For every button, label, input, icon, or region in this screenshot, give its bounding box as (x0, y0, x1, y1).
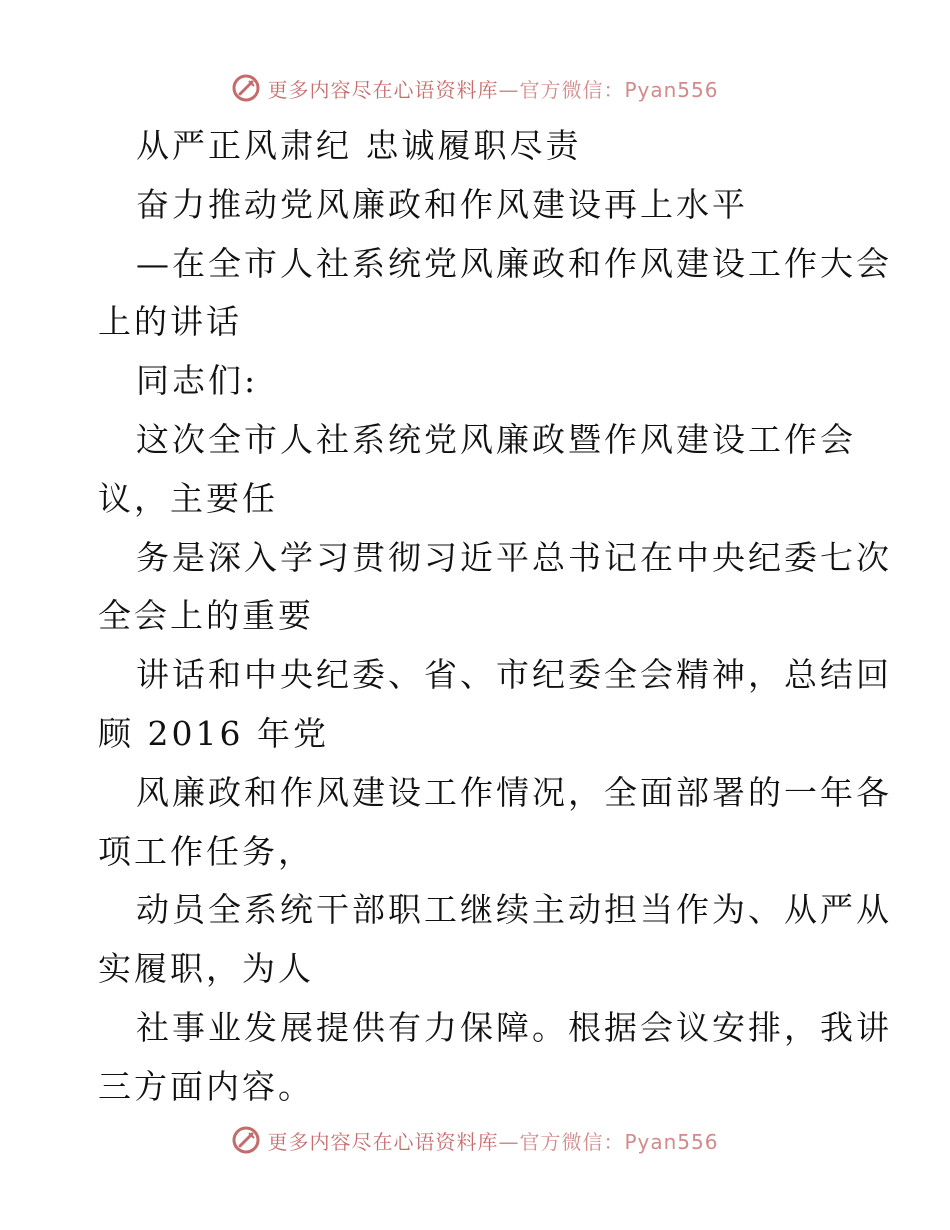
header-watermark (0, 68, 950, 108)
watermark-text: 更多内容尽在心语资料库 (267, 1129, 499, 1154)
text-line: 项工作任务， (98, 831, 314, 871)
text-line: 务是深入学习贯彻习近平总书记在中央纪委七次 (136, 537, 892, 577)
document-body (98, 117, 892, 1117)
text-line: 从严正风肃纪 忠诚履职尽责 (136, 126, 582, 165)
text-line: 三方面内容。 (98, 1066, 314, 1106)
text-line: 顾 2016 年党 (98, 713, 329, 753)
text-line: 奋力推动党风廉政和作风建设再上水平 (136, 184, 748, 224)
watermark-suffix: —官方微信：Pyan556 (498, 77, 719, 102)
watermark-text: 更多内容尽在心语资料库 (267, 77, 499, 102)
text-line: 上的讲话 (98, 302, 242, 342)
text-line: 实履职，为人 (98, 949, 314, 989)
text-line: —在全市人社系统党风廉政和作风建设工作大会 (136, 243, 892, 283)
text-line: 动员全系统干部职工继续主动担当作为、从严从 (136, 890, 892, 930)
text-line: 社事业发展提供有力保障。根据会议安排，我讲 (136, 1007, 892, 1047)
footer-watermark (0, 1120, 950, 1160)
text-line: 这次全市人社系统党风廉政暨作风建设工作会 (136, 419, 856, 459)
watermark-suffix: —官方微信：Pyan556 (498, 1129, 719, 1154)
text-line: 风廉政和作风建设工作情况，全面部署的一年各 (136, 772, 892, 812)
text-line: 全会上的重要 (98, 596, 314, 636)
text-line: 议，主要任 (98, 478, 278, 518)
pen-logo-icon (231, 73, 261, 103)
text-line: 同志们: (136, 361, 259, 401)
text-line: 讲话和中央纪委、省、市纪委全会精神，总结回 (136, 655, 892, 695)
pen-logo-icon (231, 1125, 261, 1155)
